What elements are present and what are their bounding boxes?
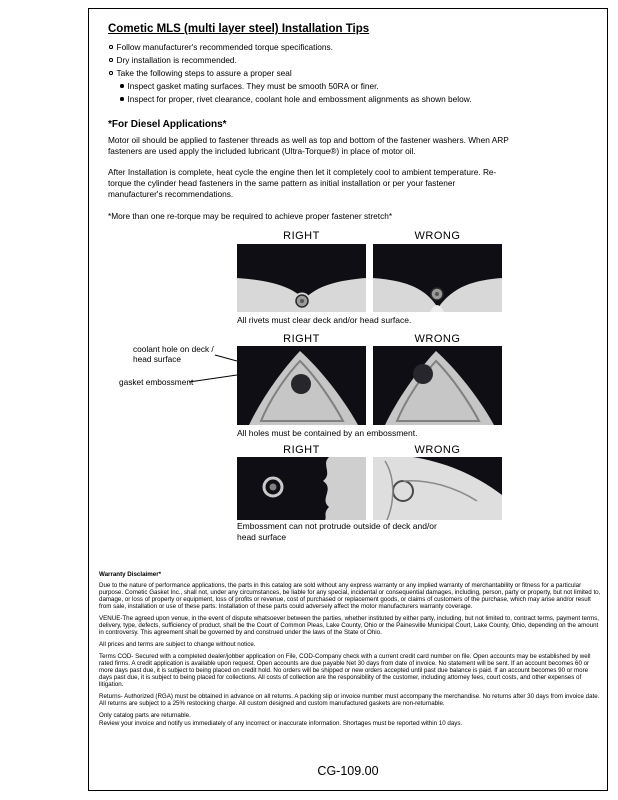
open-bullet-icon	[109, 71, 113, 75]
list-item	[109, 56, 472, 65]
open-bullet-icon	[109, 45, 113, 49]
row2-caption: All holes must be contained by an embossment.	[237, 428, 418, 438]
diesel-paragraph-2: After Installation is complete, heat cycle the engine then let it completely cool to ambient temperature. Re-torque the cylinder head fasteners in the same pattern as initial installation or per your fastener manufacturer's recommendations.	[108, 167, 497, 199]
row2-right-header: RIGHT	[283, 333, 320, 345]
tip-text: Inspect gasket mating surfaces. They must be smooth 50RA or finer.	[127, 81, 379, 91]
gasket-embossment-label: gasket embossment	[119, 377, 194, 387]
row1-right-header: RIGHT	[283, 230, 320, 242]
page-number: CG-109.00	[317, 764, 379, 778]
legal-paragraph: All prices and terms are subject to change without notice.	[99, 641, 256, 648]
list-sub-item	[120, 82, 472, 91]
page-title: Cometic MLS (multi layer steel) Installation Tips	[108, 23, 370, 35]
legal-paragraph: Only catalog parts are returnable.	[99, 712, 191, 719]
legal-paragraph: Returns- Authorized (RGA) must be obtained in advance on all returns. A packing slip or invoice number must accompany the merchandise. No returns after 30 days from invoice date. All returns are subject to a 25% restocking charge. All custom designed and custom manufactured gaskets are non-returnable.	[99, 693, 600, 707]
row3-right-diagram	[237, 457, 366, 520]
row3-caption: Embossment can not protrude outside of deck and/or head surface	[237, 521, 437, 542]
legal-section	[99, 571, 601, 732]
page-frame	[88, 8, 608, 791]
tip-text: Take the following steps to assure a proper seal	[116, 68, 292, 78]
row2-right-diagram	[237, 346, 366, 425]
list-item	[109, 43, 472, 52]
coolant-hole-label: coolant hole on deck / head surface	[133, 344, 214, 364]
row1-wrong-header: WRONG	[414, 230, 461, 242]
row3-wrong-diagram	[373, 457, 502, 520]
rivet-interference-illustration	[373, 244, 502, 312]
filled-bullet-icon	[120, 97, 124, 101]
retorque-note: *More than one re-torque may be required to achieve proper fastener stretch*	[108, 211, 393, 221]
filled-bullet-icon	[120, 84, 124, 88]
row3-right-header: RIGHT	[283, 444, 320, 456]
embossment-protruding-illustration	[373, 457, 502, 520]
row2-wrong-diagram	[373, 346, 502, 425]
row2-wrong-header: WRONG	[414, 333, 461, 345]
warranty-disclaimer-heading: Warranty Disclaimer*	[99, 571, 162, 578]
legal-paragraph: Terms COD- Secured with a completed dealer/jobber application on File, COD-Company check with a current credit card number on file. Open accounts may be established by well rated firms. A credit application is available upon request. Open accounts are due payable Net 30 days from date of invoice. No statement will be sent. If an account becomes 60 or more days past due, it is subject to being placed on credit hold. No orders will be shipped or new orders accepted until past due balance is paid. If an account becomes 90 or more days past due, it is subject to being placed for collections. All costs of collection are the responsibility of the customer, including attorney fees, court costs, and other expenses of litigation.	[99, 653, 591, 688]
diesel-paragraph-1: Motor oil should be applied to fastener threads as well as top and bottom of the fastener washers. When ARP fasteners are used apply the included lubricant (Ultra-Torque®) in place of motor oil.	[108, 135, 509, 156]
tip-text: Inspect for proper, rivet clearance, coolant hole and embossment alignments as shown below.	[127, 94, 472, 104]
label-pointer-lines	[189, 347, 237, 389]
tip-text: Dry installation is recommended.	[116, 55, 237, 65]
list-sub-item	[120, 95, 472, 104]
rivet-clear-illustration	[237, 244, 366, 312]
tips-list	[109, 43, 472, 108]
legal-paragraph: Review your invoice and notify us immediately of any incorrect or inaccurate information. Shortages must be reported within 10 days.	[99, 720, 463, 727]
legal-paragraph: VENUE-The agreed upon venue, in the event of dispute whatsoever between the parties, whether instituted by either party, including, but not limited to, contract terms, payment terms, delivery, type, defects, sufficiency of product, shall be the Court of Common Pleas, Lake County, Ohio or the Painesville Municipal Court, Lake County, Ohio, depending on the amount in controversy. This agreement shall be governed by and construed under the laws of the State of Ohio.	[99, 615, 599, 636]
list-item	[109, 69, 472, 78]
diesel-applications-heading: *For Diesel Applications*	[108, 119, 227, 130]
legal-paragraph: Due to the nature of performance applications, the parts in this catalog are sold without any express warranty or any implied warranty of merchantability or fitness for a particular purpose. Cometic Gasket Inc., shall not, under any circumstances, be liable for any special, incidental or consequential damages, including, person, party or property, but not limited to, damage, or loss of property or equipment, loss of profits or revenue, cost of purchased or replacement goods, or claims of customers of the purchase, which may arise and/or result from sale, installation or use of these parts. Installation of these parts could adversely affect the motor manufacturers warranty coverage.	[99, 582, 601, 610]
open-bullet-icon	[109, 58, 113, 62]
tip-text: Follow manufacturer's recommended torque specifications.	[116, 42, 333, 52]
hole-contained-illustration	[237, 346, 366, 425]
hole-not-contained-illustration	[373, 346, 502, 425]
row1-right-diagram	[237, 244, 366, 312]
row1-wrong-diagram	[373, 244, 502, 312]
row1-caption: All rivets must clear deck and/or head surface.	[237, 315, 412, 325]
row3-wrong-header: WRONG	[414, 444, 461, 456]
embossment-inside-illustration	[237, 457, 366, 520]
